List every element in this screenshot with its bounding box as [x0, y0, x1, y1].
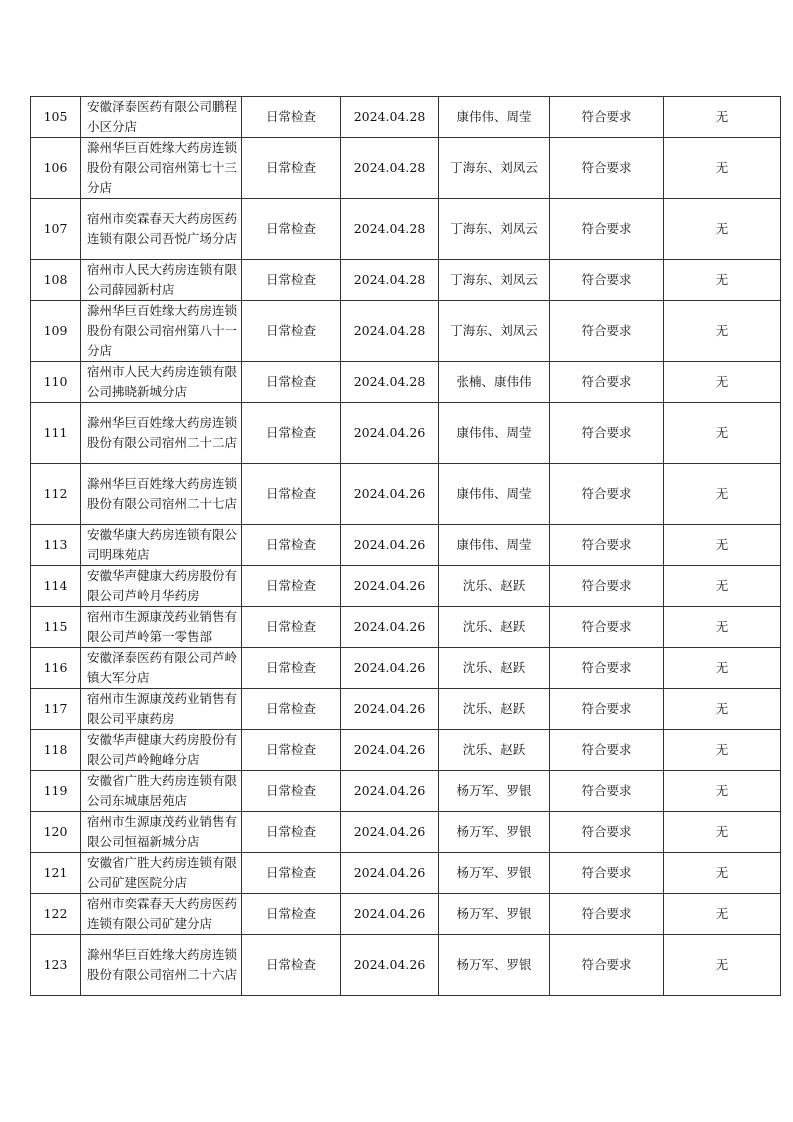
- table-row: [31, 648, 781, 689]
- table-row: [31, 894, 781, 935]
- store-name: 宿州市奕霖春天大药房医药连锁有限公司矿建分店: [81, 894, 242, 935]
- remark: 无: [664, 464, 781, 525]
- inspection-result: 符合要求: [550, 812, 664, 853]
- store-name: 宿州市生源康茂药业销售有限公司恒福新城分店: [81, 812, 242, 853]
- inspectors: 丁海东、刘凤云: [439, 260, 550, 301]
- table-row: [31, 771, 781, 812]
- inspection-type: 日常检查: [242, 464, 341, 525]
- inspection-date: 2024.04.26: [341, 771, 439, 812]
- remark: 无: [664, 138, 781, 199]
- inspection-result: 符合要求: [550, 648, 664, 689]
- row-number: 105: [31, 97, 81, 138]
- inspectors: 沈乐、赵跃: [439, 648, 550, 689]
- table-row: [31, 812, 781, 853]
- remark: 无: [664, 525, 781, 566]
- store-name: 安徽华声健康大药房股份有限公司芦岭月华药房: [81, 566, 242, 607]
- inspection-table: [30, 96, 781, 996]
- inspection-date: 2024.04.26: [341, 464, 439, 525]
- row-number: 108: [31, 260, 81, 301]
- inspectors: 康伟伟、周莹: [439, 403, 550, 464]
- store-name: 安徽华声健康大药房股份有限公司芦岭鲍峰分店: [81, 730, 242, 771]
- store-name: 滁州华巨百姓缘大药房连锁股份有限公司宿州二十七店: [81, 464, 242, 525]
- table-row: [31, 853, 781, 894]
- table-row: [31, 403, 781, 464]
- row-number: 115: [31, 607, 81, 648]
- inspectors: 杨万军、罗银: [439, 935, 550, 996]
- inspection-type: 日常检查: [242, 403, 341, 464]
- store-name: 安徽泽泰医药有限公司鹏程小区分店: [81, 97, 242, 138]
- inspection-result: 符合要求: [550, 730, 664, 771]
- inspection-type: 日常检查: [242, 301, 341, 362]
- inspectors: 杨万军、罗银: [439, 771, 550, 812]
- remark: 无: [664, 260, 781, 301]
- inspectors: 康伟伟、周莹: [439, 97, 550, 138]
- inspection-result: 符合要求: [550, 607, 664, 648]
- table-row: [31, 525, 781, 566]
- remark: 无: [664, 689, 781, 730]
- inspection-result: 符合要求: [550, 97, 664, 138]
- inspection-result: 符合要求: [550, 301, 664, 362]
- inspection-date: 2024.04.28: [341, 199, 439, 260]
- table-row: [31, 566, 781, 607]
- inspectors: 丁海东、刘凤云: [439, 199, 550, 260]
- inspection-type: 日常检查: [242, 730, 341, 771]
- remark: 无: [664, 730, 781, 771]
- inspection-type: 日常检查: [242, 894, 341, 935]
- store-name: 宿州市人民大药房连锁有限公司拂晓新城分店: [81, 362, 242, 403]
- remark: 无: [664, 301, 781, 362]
- store-name: 宿州市奕霖春天大药房医药连锁有限公司吾悦广场分店: [81, 199, 242, 260]
- store-name: 滁州华巨百姓缘大药房连锁股份有限公司宿州二十二店: [81, 403, 242, 464]
- remark: 无: [664, 812, 781, 853]
- remark: 无: [664, 362, 781, 403]
- inspection-result: 符合要求: [550, 853, 664, 894]
- remark: 无: [664, 607, 781, 648]
- row-number: 123: [31, 935, 81, 996]
- inspection-date: 2024.04.26: [341, 607, 439, 648]
- remark: 无: [664, 935, 781, 996]
- store-name: 安徽泽泰医药有限公司芦岭镇大军分店: [81, 648, 242, 689]
- row-number: 111: [31, 403, 81, 464]
- inspectors: 杨万军、罗银: [439, 894, 550, 935]
- inspection-date: 2024.04.26: [341, 894, 439, 935]
- inspectors: 丁海东、刘凤云: [439, 138, 550, 199]
- table-row: [31, 607, 781, 648]
- inspectors: 杨万军、罗银: [439, 853, 550, 894]
- table-row: [31, 301, 781, 362]
- row-number: 113: [31, 525, 81, 566]
- inspection-date: 2024.04.26: [341, 403, 439, 464]
- inspection-type: 日常检查: [242, 138, 341, 199]
- table-row: [31, 199, 781, 260]
- inspection-result: 符合要求: [550, 935, 664, 996]
- store-name: 滁州华巨百姓缘大药房连锁股份有限公司宿州第八十一分店: [81, 301, 242, 362]
- inspection-result: 符合要求: [550, 260, 664, 301]
- store-name: 宿州市生源康茂药业销售有限公司芦岭第一零售部: [81, 607, 242, 648]
- inspection-date: 2024.04.26: [341, 853, 439, 894]
- inspection-type: 日常检查: [242, 771, 341, 812]
- inspection-date: 2024.04.26: [341, 648, 439, 689]
- store-name: 宿州市人民大药房连锁有限公司薛园新村店: [81, 260, 242, 301]
- row-number: 114: [31, 566, 81, 607]
- inspection-type: 日常检查: [242, 648, 341, 689]
- table-row: [31, 260, 781, 301]
- table-row: [31, 935, 781, 996]
- table-row: [31, 138, 781, 199]
- inspection-result: 符合要求: [550, 199, 664, 260]
- store-name: 安徽省广胜大药房连锁有限公司矿建医院分店: [81, 853, 242, 894]
- row-number: 119: [31, 771, 81, 812]
- remark: 无: [664, 97, 781, 138]
- inspection-type: 日常检查: [242, 260, 341, 301]
- remark: 无: [664, 853, 781, 894]
- row-number: 107: [31, 199, 81, 260]
- inspectors: 沈乐、赵跃: [439, 730, 550, 771]
- table-row: [31, 464, 781, 525]
- inspection-type: 日常检查: [242, 607, 341, 648]
- inspection-date: 2024.04.26: [341, 689, 439, 730]
- store-name: 滁州华巨百姓缘大药房连锁股份有限公司宿州第七十三分店: [81, 138, 242, 199]
- remark: 无: [664, 771, 781, 812]
- inspection-result: 符合要求: [550, 771, 664, 812]
- row-number: 106: [31, 138, 81, 199]
- inspectors: 沈乐、赵跃: [439, 607, 550, 648]
- row-number: 109: [31, 301, 81, 362]
- inspection-result: 符合要求: [550, 362, 664, 403]
- inspectors: 康伟伟、周莹: [439, 525, 550, 566]
- inspection-type: 日常检查: [242, 935, 341, 996]
- inspection-type: 日常检查: [242, 853, 341, 894]
- inspectors: 杨万军、罗银: [439, 812, 550, 853]
- row-number: 110: [31, 362, 81, 403]
- store-name: 安徽华康大药房连锁有限公司明珠苑店: [81, 525, 242, 566]
- store-name: 宿州市生源康茂药业销售有限公司平康药房: [81, 689, 242, 730]
- inspection-date: 2024.04.28: [341, 260, 439, 301]
- inspection-type: 日常检查: [242, 97, 341, 138]
- inspection-date: 2024.04.26: [341, 730, 439, 771]
- row-number: 117: [31, 689, 81, 730]
- table-row: [31, 730, 781, 771]
- inspectors: 康伟伟、周莹: [439, 464, 550, 525]
- inspection-type: 日常检查: [242, 566, 341, 607]
- remark: 无: [664, 566, 781, 607]
- table-row: [31, 689, 781, 730]
- inspection-result: 符合要求: [550, 525, 664, 566]
- inspectors: 张楠、康伟伟: [439, 362, 550, 403]
- remark: 无: [664, 648, 781, 689]
- remark: 无: [664, 199, 781, 260]
- row-number: 118: [31, 730, 81, 771]
- inspection-date: 2024.04.28: [341, 138, 439, 199]
- inspectors: 沈乐、赵跃: [439, 566, 550, 607]
- inspection-date: 2024.04.28: [341, 301, 439, 362]
- table-row: [31, 97, 781, 138]
- row-number: 122: [31, 894, 81, 935]
- row-number: 120: [31, 812, 81, 853]
- inspection-date: 2024.04.28: [341, 362, 439, 403]
- row-number: 116: [31, 648, 81, 689]
- inspection-type: 日常检查: [242, 199, 341, 260]
- inspection-result: 符合要求: [550, 403, 664, 464]
- store-name: 滁州华巨百姓缘大药房连锁股份有限公司宿州二十六店: [81, 935, 242, 996]
- inspection-date: 2024.04.28: [341, 97, 439, 138]
- remark: 无: [664, 894, 781, 935]
- inspection-result: 符合要求: [550, 464, 664, 525]
- inspection-date: 2024.04.26: [341, 525, 439, 566]
- inspection-type: 日常检查: [242, 812, 341, 853]
- inspection-result: 符合要求: [550, 894, 664, 935]
- inspectors: 沈乐、赵跃: [439, 689, 550, 730]
- row-number: 112: [31, 464, 81, 525]
- table-row: [31, 362, 781, 403]
- inspection-date: 2024.04.26: [341, 935, 439, 996]
- inspection-date: 2024.04.26: [341, 812, 439, 853]
- inspectors: 丁海东、刘凤云: [439, 301, 550, 362]
- store-name: 安徽省广胜大药房连锁有限公司东城康居苑店: [81, 771, 242, 812]
- inspection-type: 日常检查: [242, 525, 341, 566]
- row-number: 121: [31, 853, 81, 894]
- inspection-date: 2024.04.26: [341, 566, 439, 607]
- inspection-type: 日常检查: [242, 362, 341, 403]
- inspection-result: 符合要求: [550, 689, 664, 730]
- remark: 无: [664, 403, 781, 464]
- inspection-result: 符合要求: [550, 566, 664, 607]
- inspection-type: 日常检查: [242, 689, 341, 730]
- inspection-result: 符合要求: [550, 138, 664, 199]
